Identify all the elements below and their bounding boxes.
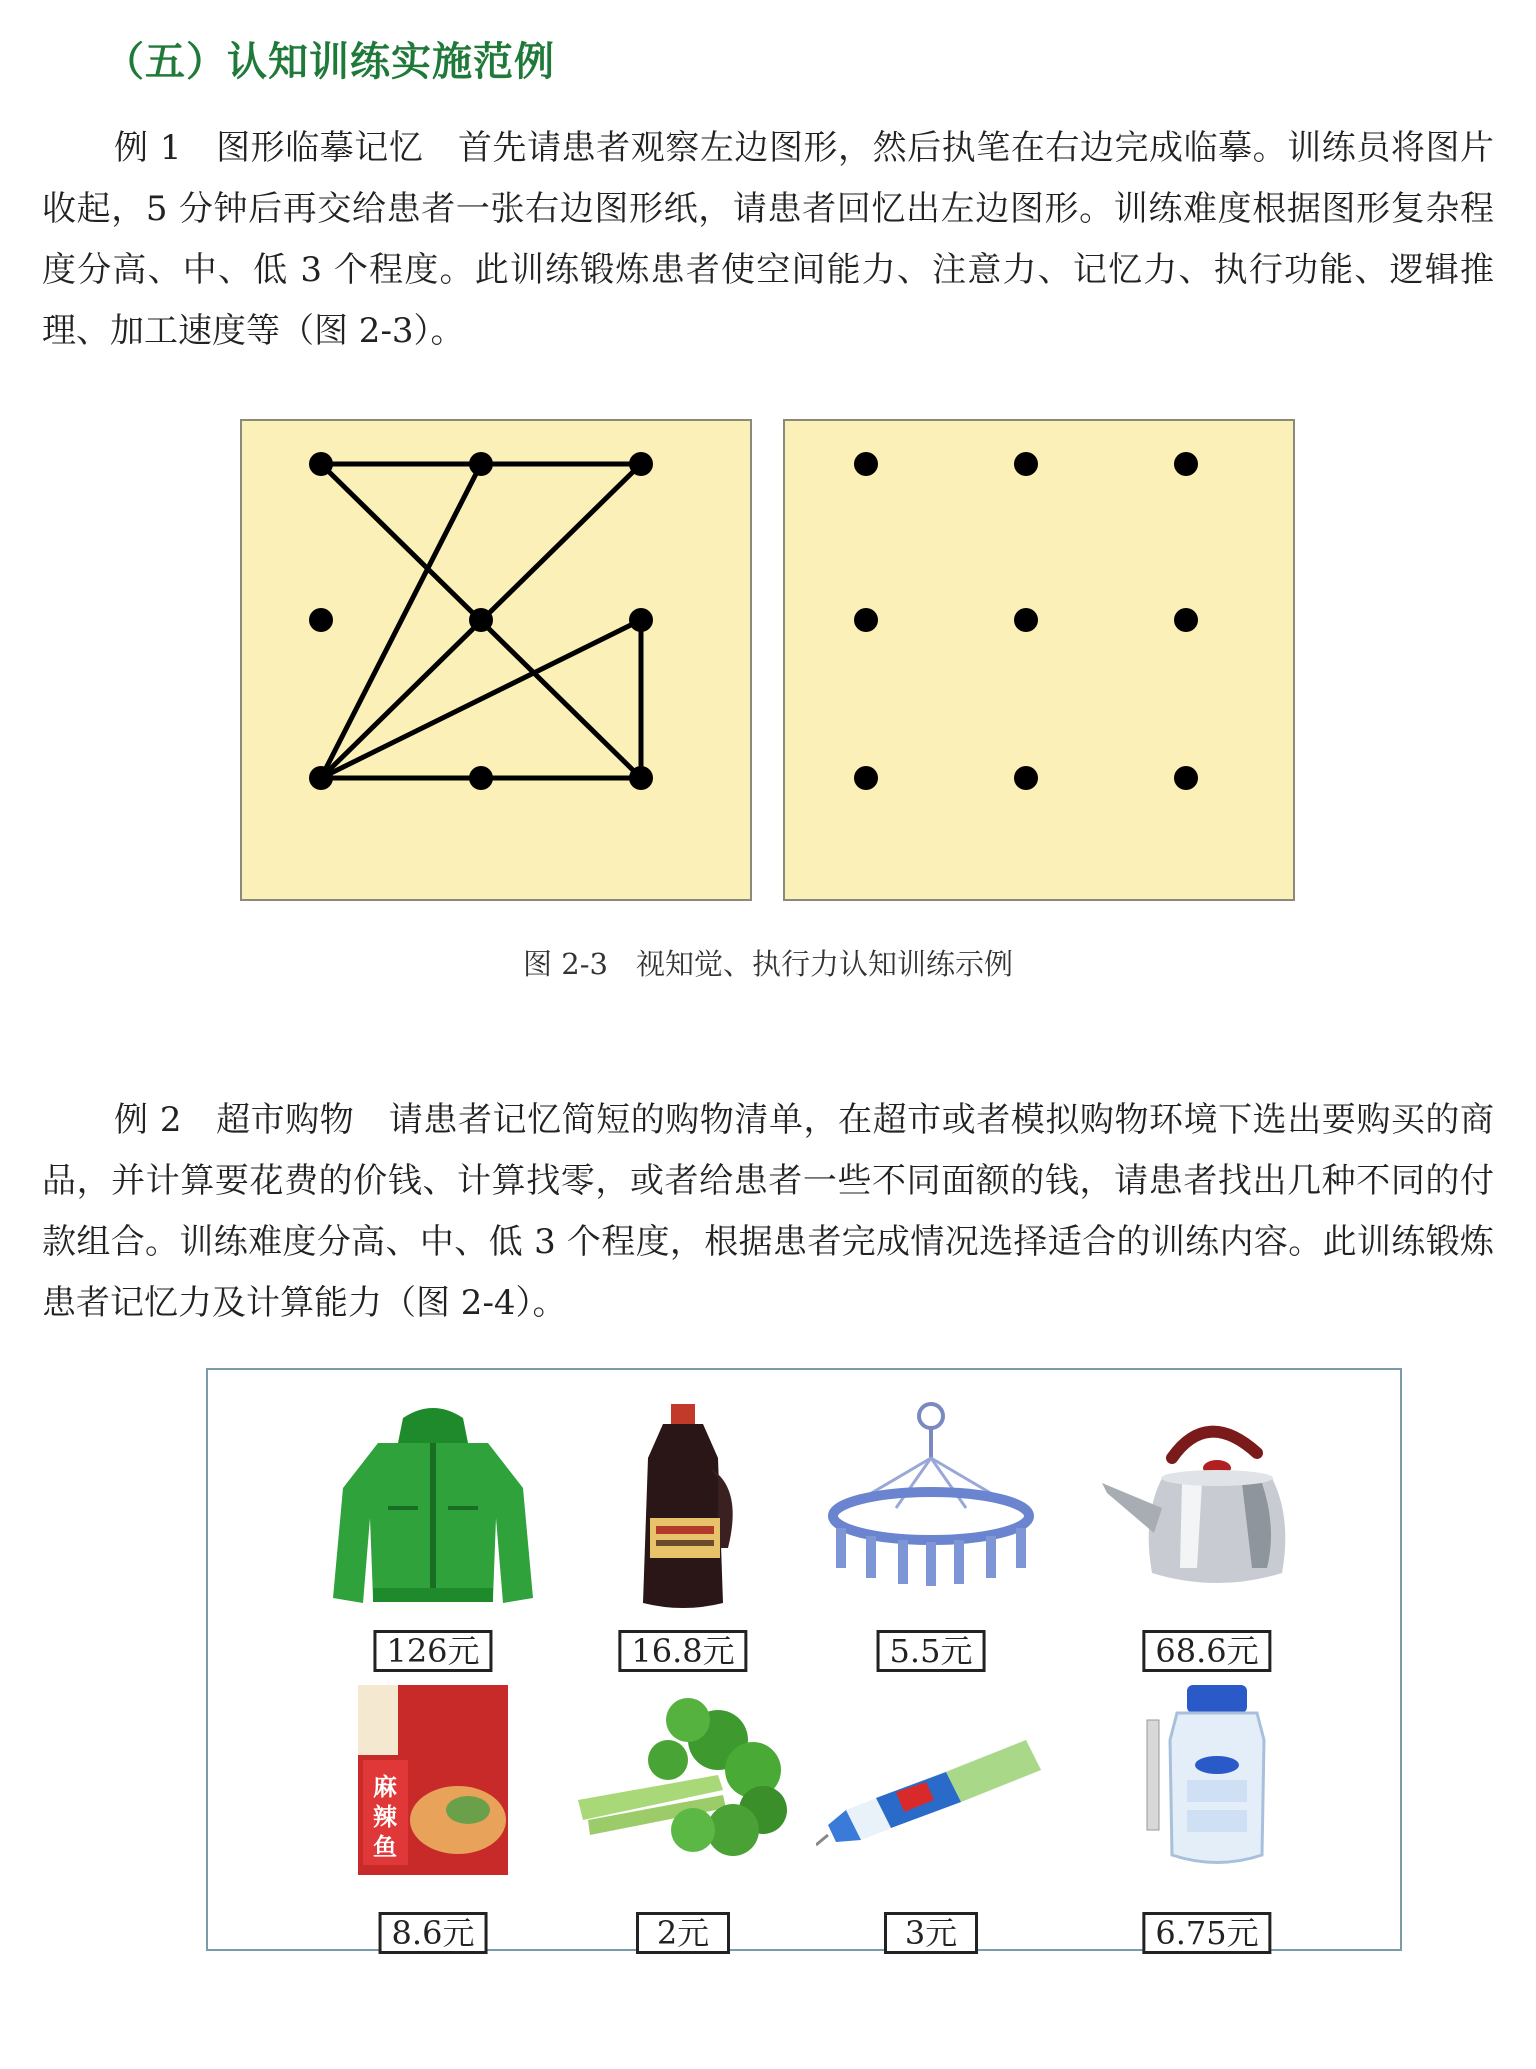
left-dot-0-1 xyxy=(469,452,493,476)
price-tag: 126元 xyxy=(373,1630,492,1672)
left-dot-1-2 xyxy=(629,608,653,632)
left-dot-2-2 xyxy=(629,766,653,790)
price-tag: 3元 xyxy=(884,1912,978,1954)
package-title-line2: 辣 xyxy=(373,1803,397,1831)
right-dot-1-2 xyxy=(1174,608,1198,632)
kettle-icon xyxy=(1092,1398,1322,1628)
figure-2-3-caption xyxy=(0,942,1536,983)
left-dot-grid-panel xyxy=(241,420,751,900)
shop-item-seasoning xyxy=(318,1680,548,1950)
shop-item-kettle xyxy=(1092,1398,1322,1668)
left-dot-1-0 xyxy=(309,608,333,632)
figure-2-3-label: 图 2-3 xyxy=(523,947,608,981)
example-2-name: 超市购物 xyxy=(215,1100,355,1140)
shop-item-water-bottle xyxy=(1092,1680,1322,1950)
price-tag: 16.8元 xyxy=(618,1630,747,1672)
right-dot-0-2 xyxy=(1174,452,1198,476)
package-title-line3: 鱼 xyxy=(373,1833,397,1861)
right-dot-0-0 xyxy=(854,452,878,476)
price-tag: 8.6元 xyxy=(379,1912,488,1954)
toothpaste-icon xyxy=(816,1680,1046,1910)
right-dot-2-1 xyxy=(1014,766,1038,790)
figure-2-3 xyxy=(0,0,1536,920)
example-1-label: 例 1 xyxy=(114,128,182,168)
left-dot-2-1 xyxy=(469,766,493,790)
right-dot-1-1 xyxy=(1014,608,1038,632)
clothes-hanger-icon xyxy=(816,1398,1046,1628)
left-dot-1-1 xyxy=(469,608,493,632)
soy-sauce-bottle-icon xyxy=(568,1398,798,1628)
example-2-label: 例 2 xyxy=(114,1100,182,1140)
green-jacket-icon xyxy=(318,1398,548,1628)
example-1-text: 首先请患者观察左边图形，然后执笔在右边完成临摹。训练员将图片收起，5 分钟后再交给患者一张右边图形纸，请患者回忆出左边图形。训练难度根据图形复杂程度分高、中、低 3 个程度。此训练锻炼患者使空间能力、注意力、记忆力、执行功能、逻辑推理、加工速度等（图 2-3）。 xyxy=(42,128,1494,351)
example-1-name: 图形临摹记忆 xyxy=(215,128,424,168)
figure-2-4-shopping-items xyxy=(206,1368,1402,1951)
left-dot-2-0 xyxy=(309,766,333,790)
section-title: （五）认知训练实施范例 xyxy=(104,39,555,85)
water-bottle-icon xyxy=(1092,1680,1322,1910)
right-dot-2-2 xyxy=(1174,766,1198,790)
celery-icon xyxy=(568,1680,798,1910)
right-dot-2-0 xyxy=(854,766,878,790)
shop-item-toothpaste xyxy=(816,1680,1046,1950)
price-tag: 2元 xyxy=(636,1912,730,1954)
price-tag: 6.75元 xyxy=(1142,1912,1271,1954)
example-2-text: 请患者记忆简短的购物清单，在超市或者模拟购物环境下选出要购买的商品，并计算要花费的价钱、计算找零，或者给患者一些不同面额的钱，请患者找出几种不同的付款组合。训练难度分高、中、低 3 个程度，根据患者完成情况选择适合的训练内容。此训练锻炼患者记忆力及计算能力（图 2-4）。 xyxy=(42,1100,1494,1323)
shop-item-hanger xyxy=(816,1398,1046,1668)
right-dot-grid-panel xyxy=(784,420,1294,900)
price-tag: 5.5元 xyxy=(877,1630,986,1672)
shop-item-soy-sauce xyxy=(568,1398,798,1668)
price-tag: 68.6元 xyxy=(1142,1630,1271,1672)
left-dot-0-0 xyxy=(309,452,333,476)
left-dot-0-2 xyxy=(629,452,653,476)
figure-2-3-text: 视知觉、执行力认知训练示例 xyxy=(635,947,1013,981)
right-dot-0-1 xyxy=(1014,452,1038,476)
shop-item-jacket xyxy=(318,1398,548,1668)
example-2-paragraph xyxy=(42,1090,1494,1334)
package-title-line1: 麻 xyxy=(373,1773,397,1801)
shop-item-celery xyxy=(568,1680,798,1950)
right-dot-1-0 xyxy=(854,608,878,632)
seasoning-package-icon xyxy=(318,1680,548,1910)
